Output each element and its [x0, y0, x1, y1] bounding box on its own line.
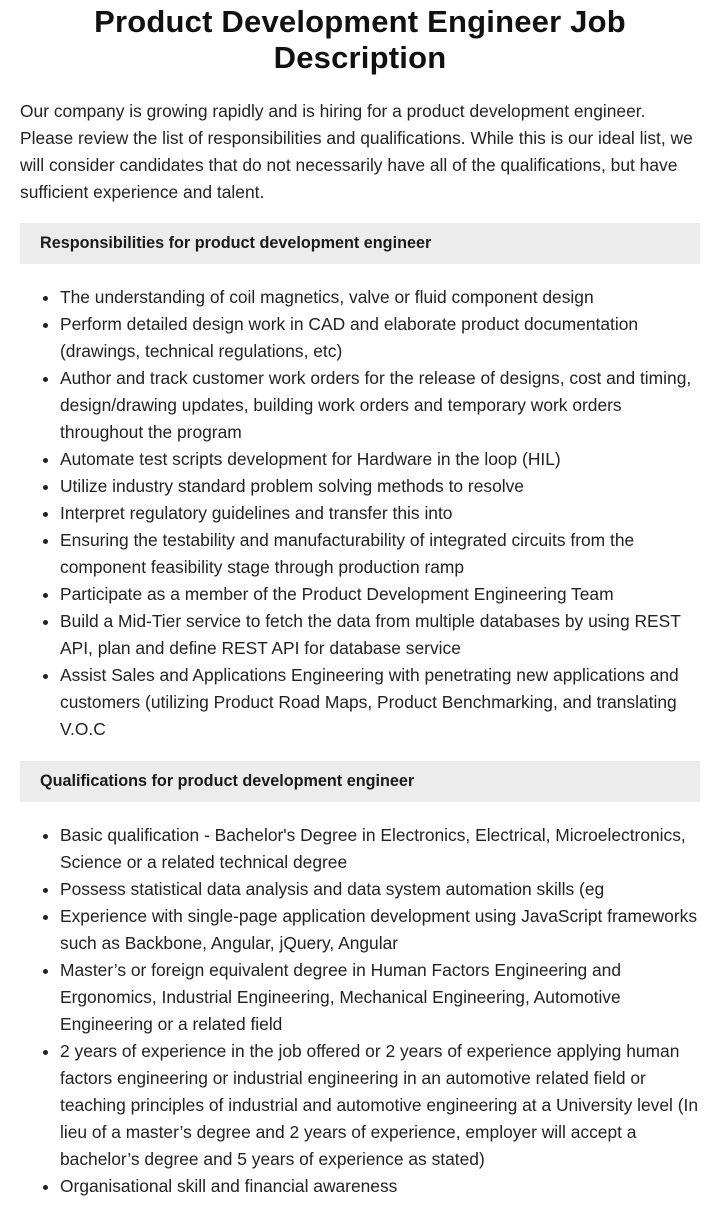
intro-paragraph: Our company is growing rapidly and is hiring for a product development engineer. Please review the list of responsibilities and qualifications. While this is our ideal list, we will consider candidates that do not necessarily have all of the qualifications, but have sufficient experience and talent. — [20, 101, 693, 202]
qualifications-heading: Qualifications for product development engineer — [20, 761, 700, 802]
list-item: • Master’s or foreign equivalent degree in Human Factors Engineering and Ergonomics, Industrial Engineering, Mechanical Engineering, Automotive Engineering or a related field — [60, 957, 700, 1038]
list-item: • The understanding of coil magnetics, valve or fluid component design — [60, 284, 700, 311]
list-item: • Ensuring the testability and manufacturability of integrated circuits from the component feasibility stage through production ramp — [60, 527, 700, 581]
list-item: • Assist Sales and Applications Engineering with penetrating new applications and customers (utilizing Product Road Maps, Product Benchmarking, and translating V.O.C — [60, 662, 700, 743]
qualifications-list — [20, 822, 700, 1200]
page-title: Product Development Engineer Job Description — [94, 4, 626, 75]
list-item: • Automate test scripts development for Hardware in the loop (HIL) — [60, 446, 700, 473]
list-item: • Author and track customer work orders for the release of designs, cost and timing, design/drawing updates, building work orders and temporary work orders throughout the program — [60, 365, 700, 446]
list-item: • Perform detailed design work in CAD and elaborate product documentation (drawings, technical regulations, etc) — [60, 311, 700, 365]
list-item: • Basic qualification - Bachelor's Degree in Electronics, Electrical, Microelectronics, Science or a related technical degree — [60, 822, 700, 876]
list-item: • Experience with single-page application development using JavaScript frameworks such as Backbone, Angular, jQuery, Angular — [60, 903, 700, 957]
list-item: • Organisational skill and financial awareness — [60, 1173, 700, 1200]
responsibilities-list — [20, 284, 700, 743]
list-item: • Possess statistical data analysis and data system automation skills (eg — [60, 876, 700, 903]
responsibilities-heading: Responsibilities for product development engineer — [20, 223, 700, 264]
list-item: • Participate as a member of the Product Development Engineering Team — [60, 581, 700, 608]
list-item: • Build a Mid-Tier service to fetch the data from multiple databases by using REST API, plan and define REST API for database service — [60, 608, 700, 662]
job-description-page — [0, 4, 720, 1200]
list-item: • 2 years of experience in the job offered or 2 years of experience applying human factors engineering or industrial engineering in an automotive related field or teaching principles of industrial and automotive engineering at a University level (In lieu of a master’s degree and 2 years of experience, employer will accept a bachelor’s degree and 5 years of experience as stated) — [60, 1038, 700, 1173]
list-item: • Utilize industry standard problem solving methods to resolve — [60, 473, 700, 500]
list-item: • Interpret regulatory guidelines and transfer this into — [60, 500, 700, 527]
